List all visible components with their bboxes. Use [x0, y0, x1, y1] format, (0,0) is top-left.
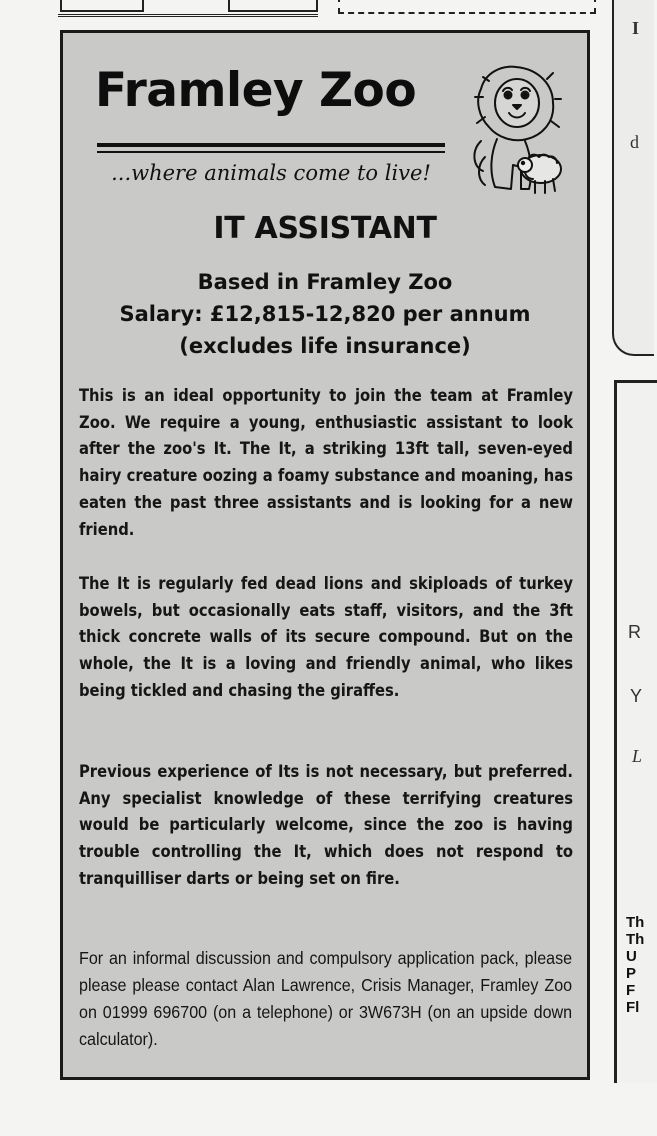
- neighbouring-column: [600, 0, 645, 1136]
- tagline: ...where animals come to live!: [111, 161, 431, 185]
- job-advert: [60, 30, 590, 1080]
- neighbour-letter: R: [628, 622, 641, 642]
- neighbour-letter: Y: [630, 686, 643, 706]
- ornament-box: [228, 0, 318, 12]
- neighbour-text: Fl: [626, 999, 640, 1016]
- salary-note: (excludes life insurance): [179, 334, 471, 358]
- organisation-name: Framley Zoo: [95, 63, 417, 118]
- title-rule: [97, 143, 445, 147]
- title-rule: [97, 151, 445, 153]
- job-location: Based in Framley Zoo: [197, 270, 453, 294]
- contact-details: For an informal discussion and compulsory application pack, please please please contact Alan Lawrence, Crisis Manager, Framley Zoo on 01999 696700 (on a telephone) or 3W673H (on an upside down calculator).: [79, 948, 573, 1049]
- neighbour-text: P: [626, 965, 637, 982]
- ornament-box: [60, 0, 144, 12]
- neighbour-letter: d: [630, 132, 639, 152]
- neighbour-text: Th: [626, 914, 645, 931]
- neighbour-letter: I: [632, 18, 640, 38]
- top-border-ornament: [58, 0, 318, 17]
- body-paragraph: Previous experience of Its is not necessary, but preferred. Any specialist knowledge of these terrifying creatures would be particularly welcome, since the zoo is having trouble controlling the It, which does not respond to tranquilliser darts or being set on fire.: [79, 762, 573, 888]
- dashed-coupon-edge: [338, 0, 596, 14]
- job-title: IT ASSISTANT: [213, 211, 437, 246]
- neighbour-text: U: [626, 948, 637, 965]
- neighbour-letter: L: [632, 746, 643, 766]
- neighbour-box-top: [612, 0, 654, 356]
- neighbour-text: F: [626, 982, 636, 999]
- body-paragraph: The It is regularly fed dead lions and skiploads of turkey bowels, but occasionally eats staff, visitors, and the 3ft thick concrete walls of its secure compound. But on the whole, the It is a loving and friendly animal, who likes being tickled and chasing the giraffes.: [79, 574, 573, 700]
- neighbour-text: Th: [626, 931, 645, 948]
- job-salary: Salary: £12,815-12,820 per annum: [119, 302, 531, 326]
- body-paragraph: This is an ideal opportunity to join the team at Framley Zoo. We require a young, enthusiastic assistant to look after the zoo's It. The It, a striking 13ft tall, seven-eyed hairy creature oozing a foamy substance and moaning, has eaten the past three assistants and is looking for a new friend.: [79, 386, 573, 539]
- lion-and-sheep-icon: [467, 61, 565, 197]
